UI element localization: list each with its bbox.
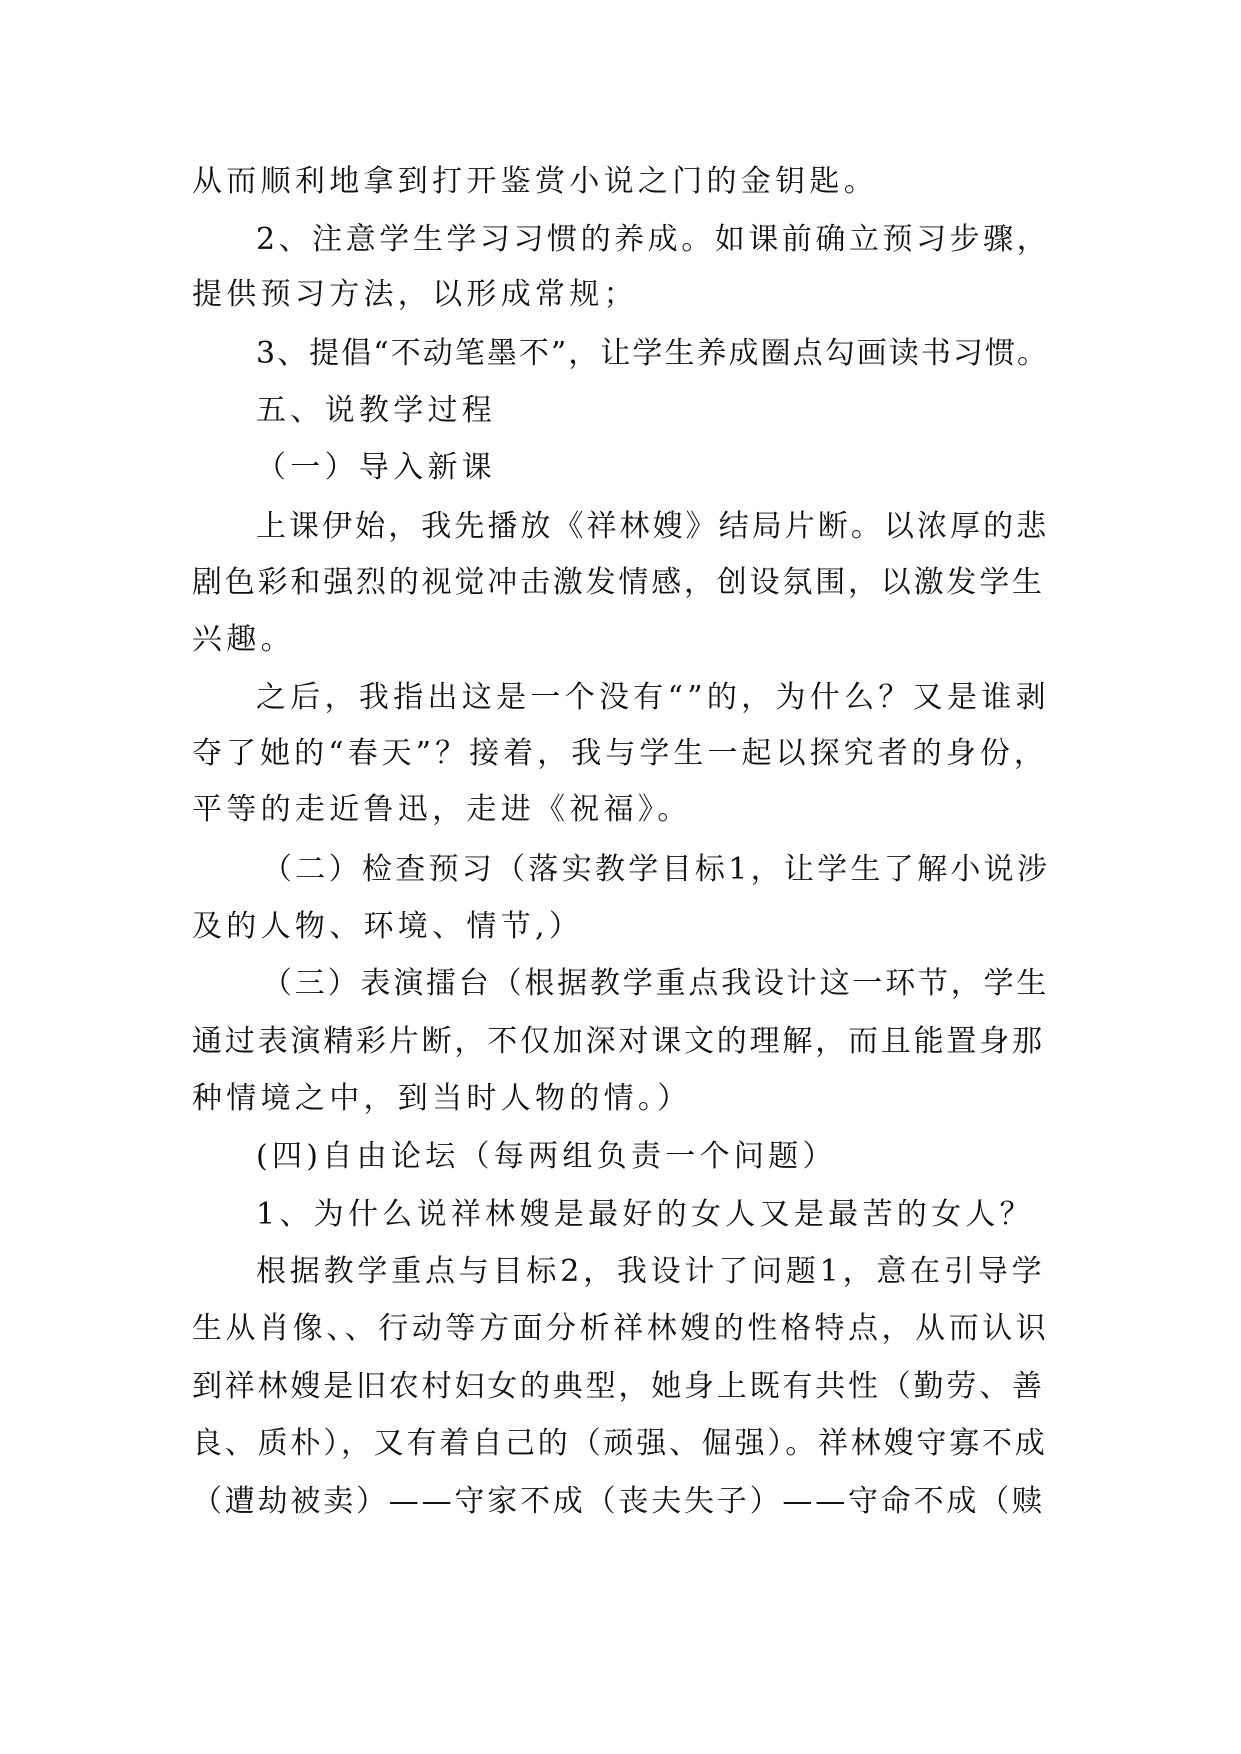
text-line: 兴趣。 [192, 622, 295, 657]
text-line: 上课伊始，我先播放《祥林嫂》结局片断。以浓厚的悲 [256, 509, 1050, 544]
text-line: 及的人物、环境、情节,） [192, 909, 584, 944]
text-line: 平等的走近鲁迅，走进《祝福》。 [192, 792, 692, 827]
text-line: 从而顺利地拿到打开鉴赏小说之门的金钥匙。 [192, 164, 878, 199]
subsection-heading: （二）检查预习（落实教学目标1，让学生了解小说涉 [262, 852, 1051, 887]
section-heading: 五、说教学过程 [256, 393, 497, 428]
text-line: 到祥林嫂是旧农村妇女的典型，她身上既有共性（勤劳、善 [192, 1369, 1045, 1404]
text-line: 之后，我指出这是一个没有“”的，为什么？又是谁剥 [256, 680, 1050, 715]
text-line: 种情境之中，到当时人物的情。） [192, 1081, 692, 1116]
text-line: 生从肖像、、行动等方面分析祥林嫂的性格特点，从而认识 [192, 1311, 1050, 1346]
text-line: 通过表演精彩片断，不仅加深对课文的理解，而且能置身那 [192, 1024, 1045, 1059]
text-line: 3、提倡“不动笔墨不”，让学生养成圈点勾画读书习惯。 [256, 336, 1050, 371]
text-line: 1、为什么说祥林嫂是最好的女人又是最苦的女人？ [256, 1197, 1034, 1232]
subsection-heading: （三）表演擂台（根据教学重点我设计这一环节，学生 [262, 966, 1050, 1001]
text-line: 夺了她的“春天”？接着，我与学生一起以探究者的身份， [192, 736, 1048, 771]
text-line: 根据教学重点与目标2，我设计了问题1，意在引导学 [256, 1254, 1046, 1289]
text-line: 2、注意学生学习习惯的养成。如课前确立预习步骤， [256, 222, 1051, 257]
text-line: 提供预习方法，以形成常规； [192, 277, 638, 312]
subsection-heading: (四)自由论坛（每两组负责一个问题） [256, 1139, 837, 1174]
text-line: 良、质朴），又有着自己的（顽强、倔强）。祥林嫂守寡不成 [192, 1426, 1048, 1461]
text-line: 剧色彩和强烈的视觉冲击激发情感，创设氛围，以激发学生 [192, 565, 1045, 600]
text-line: （遭劫被卖）——守家不成（丧夫失子）——守命不成（赎 [192, 1484, 1045, 1519]
subsection-heading: （一）导入新课 [256, 450, 497, 485]
